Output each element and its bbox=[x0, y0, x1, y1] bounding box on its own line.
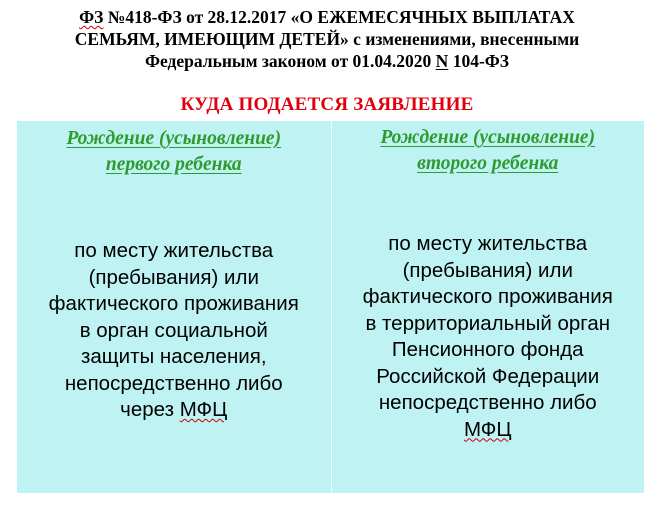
section-title: КУДА ПОДАЕТСЯ ЗАЯВЛЕНИЕ bbox=[180, 94, 474, 115]
header-line-2: СЕМЬЯМ, ИМЕЮЩИМ ДЕТЕЙ» с изменениями, внесенными bbox=[74, 29, 580, 49]
column-body: по месту жительства (пребывания) или фактического проживания в орган социальной защиты населения, непосредственно либо через МФЦ bbox=[48, 239, 299, 421]
column-body: по месту жительства (пребывания) или фактического проживания в территориальный орган Пенсионного фонда Российской Федерации непосредственно либо МФЦ bbox=[362, 232, 613, 441]
info-table bbox=[17, 121, 644, 493]
law-abbrev: ФЗ bbox=[79, 7, 104, 27]
header-line-1: ФЗ №418-ФЗ от 28.12.2017 «О ЕЖЕМЕСЯЧНЫХ ВЫПЛАТАХ bbox=[79, 7, 575, 27]
column-first-child bbox=[17, 121, 331, 493]
document-header bbox=[0, 6, 654, 72]
column-heading: Рождение (усыновление) первого ребенка bbox=[66, 128, 282, 175]
column-heading: Рождение (усыновление) второго ребенка bbox=[380, 127, 596, 174]
header-line-3: Федеральным законом от 01.04.2020 N 104-ФЗ bbox=[144, 51, 510, 71]
column-second-child bbox=[332, 121, 645, 493]
